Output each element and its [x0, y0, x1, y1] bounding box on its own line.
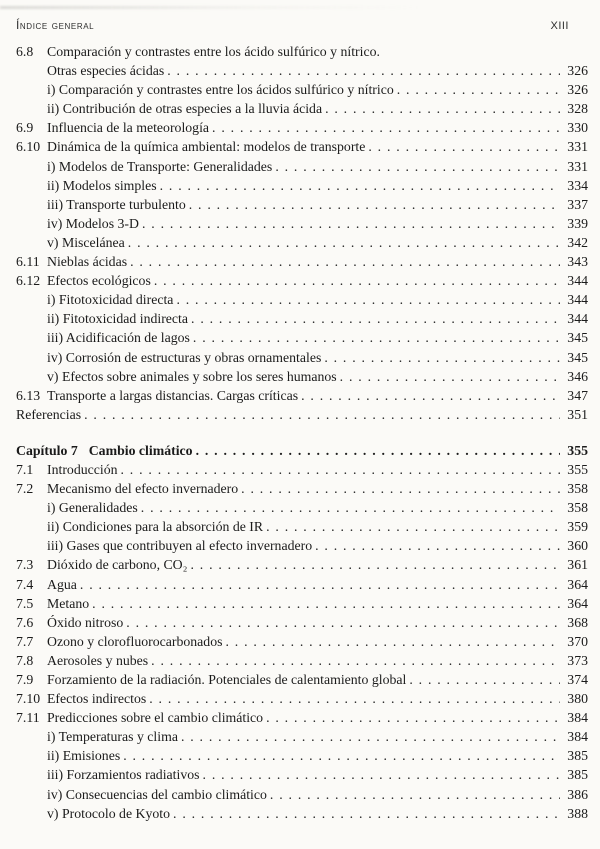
dot-leader: [160, 178, 560, 194]
dot-leader: [149, 691, 560, 707]
dot-leader: [212, 120, 560, 136]
dot-leader: [142, 216, 560, 232]
toc-entry: [16, 519, 588, 538]
entry-page: 331: [567, 158, 588, 174]
entry-page: 331: [567, 139, 588, 155]
entry-number: 7.10: [16, 691, 41, 707]
dot-leader: [270, 787, 560, 803]
entry-page: 344: [567, 273, 588, 289]
toc-entry: [16, 369, 588, 388]
dot-leader: [80, 577, 560, 593]
entry-title: i) Temperaturas y clima: [47, 729, 178, 745]
entry-title: Ozono y clorofluorocarbonados: [47, 633, 223, 649]
toc-entry: [16, 273, 588, 292]
dot-leader: [241, 481, 560, 497]
entry-page: 368: [567, 614, 588, 630]
dot-leader: [84, 407, 560, 423]
toc-entry: [16, 538, 588, 557]
toc-entry: [16, 139, 588, 158]
entry-title: ii) Fitotoxicidad indirecta: [47, 311, 189, 327]
entry-number: 7.6: [16, 614, 34, 630]
entry-number: 6.8: [16, 44, 34, 59]
entry-page: 355: [567, 461, 588, 477]
toc-entry: [16, 82, 588, 101]
toc-entry: [16, 120, 588, 139]
dot-leader: [176, 292, 560, 308]
dot-leader: [141, 500, 560, 516]
entry-title: v) Protocolo de Kyoto: [47, 805, 171, 821]
entry-page: 358: [567, 481, 588, 497]
entry-title: iii) Gases que contribuyen al efecto invernadero: [47, 538, 313, 554]
entry-title: Agua: [47, 576, 77, 592]
toc-entry: [16, 787, 588, 806]
dot-leader: [368, 139, 560, 155]
entry-title: i) Modelos de Transporte: Generalidades: [47, 158, 273, 174]
dot-leader: [121, 462, 561, 478]
toc-entry: [16, 216, 588, 235]
toc-entry: [16, 178, 588, 197]
toc-entry: [16, 101, 588, 120]
toc-entry: [16, 407, 588, 426]
entry-number: 7.7: [16, 633, 34, 649]
dot-leader: [181, 729, 560, 745]
entry-title: i) Generalidades: [47, 500, 138, 516]
entry-page: 342: [567, 234, 588, 250]
dot-leader: [193, 330, 560, 346]
entry-page: 326: [567, 82, 588, 98]
entry-page: 384: [567, 729, 588, 745]
entry-page: 364: [567, 595, 588, 611]
entry-title: Dinámica de la química ambiental: modelos de transporte: [47, 139, 366, 155]
dot-leader: [151, 653, 560, 669]
dot-leader: [154, 273, 560, 289]
entry-title: Metano: [47, 595, 90, 611]
running-head-title: Índice general: [16, 18, 95, 32]
dot-leader: [225, 634, 560, 650]
entry-page: 370: [567, 633, 588, 649]
entry-page: 385: [567, 767, 588, 783]
entry-page: 355: [567, 442, 588, 458]
entry-title: iv) Corrosión de estructuras y obras ornamentales: [47, 349, 322, 365]
entry-page: 334: [567, 177, 588, 193]
entry-page: 384: [567, 710, 588, 726]
toc-entry: [16, 63, 588, 82]
dot-leader: [325, 101, 560, 117]
entry-number: 7.9: [16, 672, 34, 687]
toc-entry: [16, 615, 588, 634]
entry-number: 6.10: [16, 139, 41, 155]
dot-leader: [266, 710, 560, 726]
entry-title: ii) Contribución de otras especies a la lluvia ácida: [47, 101, 323, 117]
entry-title: Otras especies ácidas: [47, 63, 165, 79]
dot-leader: [203, 767, 560, 783]
toc-entry: [16, 710, 588, 729]
entry-page: 343: [567, 254, 588, 270]
toc-entry: [16, 330, 588, 349]
entry-title: Comparación y contrastes entre los ácido sulfúrico y nítrico.: [47, 44, 380, 59]
entry-page: 388: [567, 805, 588, 821]
toc-entry: [16, 159, 588, 178]
entry-title: v) Miscelánea: [47, 234, 125, 250]
entry-number: 6.12: [16, 273, 41, 289]
entry-page: 358: [567, 500, 588, 516]
entry-title: Referencias: [16, 406, 82, 422]
entry-title: Dióxido de carbono, CO₂: [47, 557, 188, 573]
entry-page: 380: [567, 691, 588, 707]
entry-title: Nieblas ácidas: [47, 254, 128, 270]
toc-entry: [16, 634, 588, 653]
entry-page: 344: [567, 292, 588, 308]
entry-title: i) Fitotoxicidad directa: [47, 292, 174, 308]
scan-artifact: [0, 6, 420, 9]
entry-title: i) Comparación y contrastes entre los ácidos sulfúrico y nítrico: [47, 82, 394, 98]
running-head-page-number: XIII: [550, 20, 569, 32]
entry-number: 6.9: [16, 120, 34, 136]
dot-leader: [173, 806, 560, 822]
toc-entry: [16, 254, 588, 273]
toc-entry: [16, 462, 588, 481]
toc-entry: [16, 577, 588, 596]
entry-title: iv) Modelos 3-D: [47, 215, 139, 231]
toc-entry: [16, 557, 588, 576]
entry-title: ii) Condiciones para la absorción de IR: [47, 519, 264, 535]
entry-title: Predicciones sobre el cambio climático: [47, 710, 264, 726]
entry-page: 374: [567, 672, 588, 687]
entry-title: Mecanismo del efecto invernadero: [47, 481, 239, 497]
entry-title: Influencia de la meteorología: [47, 120, 210, 136]
entry-title: iii) Transporte turbulento: [47, 196, 186, 212]
dot-leader: [315, 538, 560, 554]
running-head: [16, 18, 588, 32]
entry-title: Efectos ecológicos: [47, 273, 151, 289]
entry-title: ii) Emisiones: [47, 748, 121, 764]
dot-leader: [340, 369, 560, 385]
entry-page: 373: [567, 652, 588, 668]
entry-title: Transporte a largas distancias. Cargas críticas: [47, 387, 299, 403]
entry-number: 7.2: [16, 481, 34, 497]
entry-title: Introducción: [47, 461, 118, 477]
dot-leader: [301, 388, 560, 404]
entry-page: 359: [567, 519, 588, 535]
toc-entry: [16, 767, 588, 786]
dot-leader: [190, 557, 560, 573]
entry-page: 345: [567, 330, 588, 346]
entry-page: 361: [567, 557, 588, 573]
toc-entry: [16, 691, 588, 710]
dot-leader: [126, 615, 560, 631]
toc-entry: [16, 672, 588, 691]
toc-entry: [16, 388, 588, 407]
entry-title: Efectos indirectos: [47, 691, 147, 707]
entry-page: 326: [567, 63, 588, 79]
dot-leader: [266, 519, 560, 535]
dot-leader: [128, 235, 560, 251]
toc-entry: [16, 596, 588, 615]
entry-title: Óxido nitroso: [47, 614, 124, 630]
entry-page: 386: [567, 786, 588, 802]
toc-entry: [16, 235, 588, 254]
entry-number: Capítulo 7: [16, 442, 78, 458]
dot-leader: [123, 748, 560, 764]
dot-leader: [409, 672, 560, 688]
dot-leader: [275, 159, 560, 175]
entry-page: 346: [567, 368, 588, 384]
toc-entry: [16, 197, 588, 216]
entry-title: Aerosoles y nubes: [47, 652, 149, 668]
entry-page: 339: [567, 215, 588, 231]
toc-entry: [16, 806, 588, 825]
entry-number: 7.1: [16, 461, 34, 477]
dot-leader: [189, 197, 560, 213]
entry-page: 337: [567, 196, 588, 212]
dot-leader: [191, 311, 560, 327]
entry-page: 330: [567, 120, 588, 136]
entry-title: Forzamiento de la radiación. Potenciales de calentamiento global: [47, 672, 407, 687]
dot-leader: [196, 443, 560, 459]
toc-entry: [16, 729, 588, 748]
entry-title: v) Efectos sobre animales y sobre los seres humanos: [47, 368, 337, 384]
entry-number: 7.11: [16, 710, 40, 726]
toc-entry: [16, 311, 588, 330]
toc-entry: [16, 350, 588, 369]
dot-leader: [324, 350, 560, 366]
toc-entry: [16, 500, 588, 519]
dot-leader: [397, 82, 560, 98]
entry-number: 6.13: [16, 387, 41, 403]
entry-page: 347: [567, 387, 588, 403]
dot-leader: [130, 254, 560, 270]
entry-title: Cambio climático: [88, 442, 193, 458]
dot-leader: [167, 63, 560, 79]
toc-entry: [16, 653, 588, 672]
entry-title: iii) Forzamientos radiativos: [47, 767, 200, 783]
entry-number: 7.5: [16, 595, 34, 611]
entry-title: iii) Acidificación de lagos: [47, 330, 190, 346]
entry-number: 6.11: [16, 254, 40, 270]
entry-page: 385: [567, 748, 588, 764]
entry-page: 344: [567, 311, 588, 327]
toc-entry: [16, 44, 588, 63]
entry-page: 364: [567, 576, 588, 592]
toc-entry: [16, 292, 588, 311]
entry-number: 7.8: [16, 652, 34, 668]
entry-title: iv) Consecuencias del cambio climático: [47, 786, 267, 802]
entry-number: 7.3: [16, 557, 34, 573]
entry-page: 328: [567, 101, 588, 117]
toc-entry: [16, 443, 588, 462]
entry-page: 360: [567, 538, 588, 554]
entry-title: ii) Modelos simples: [47, 177, 157, 193]
entry-number: 7.4: [16, 576, 34, 592]
table-of-contents: [16, 44, 588, 825]
dot-leader: [92, 596, 560, 612]
entry-page: 351: [567, 406, 588, 422]
toc-entry: [16, 481, 588, 500]
toc-entry: [16, 748, 588, 767]
entry-page: 345: [567, 349, 588, 365]
